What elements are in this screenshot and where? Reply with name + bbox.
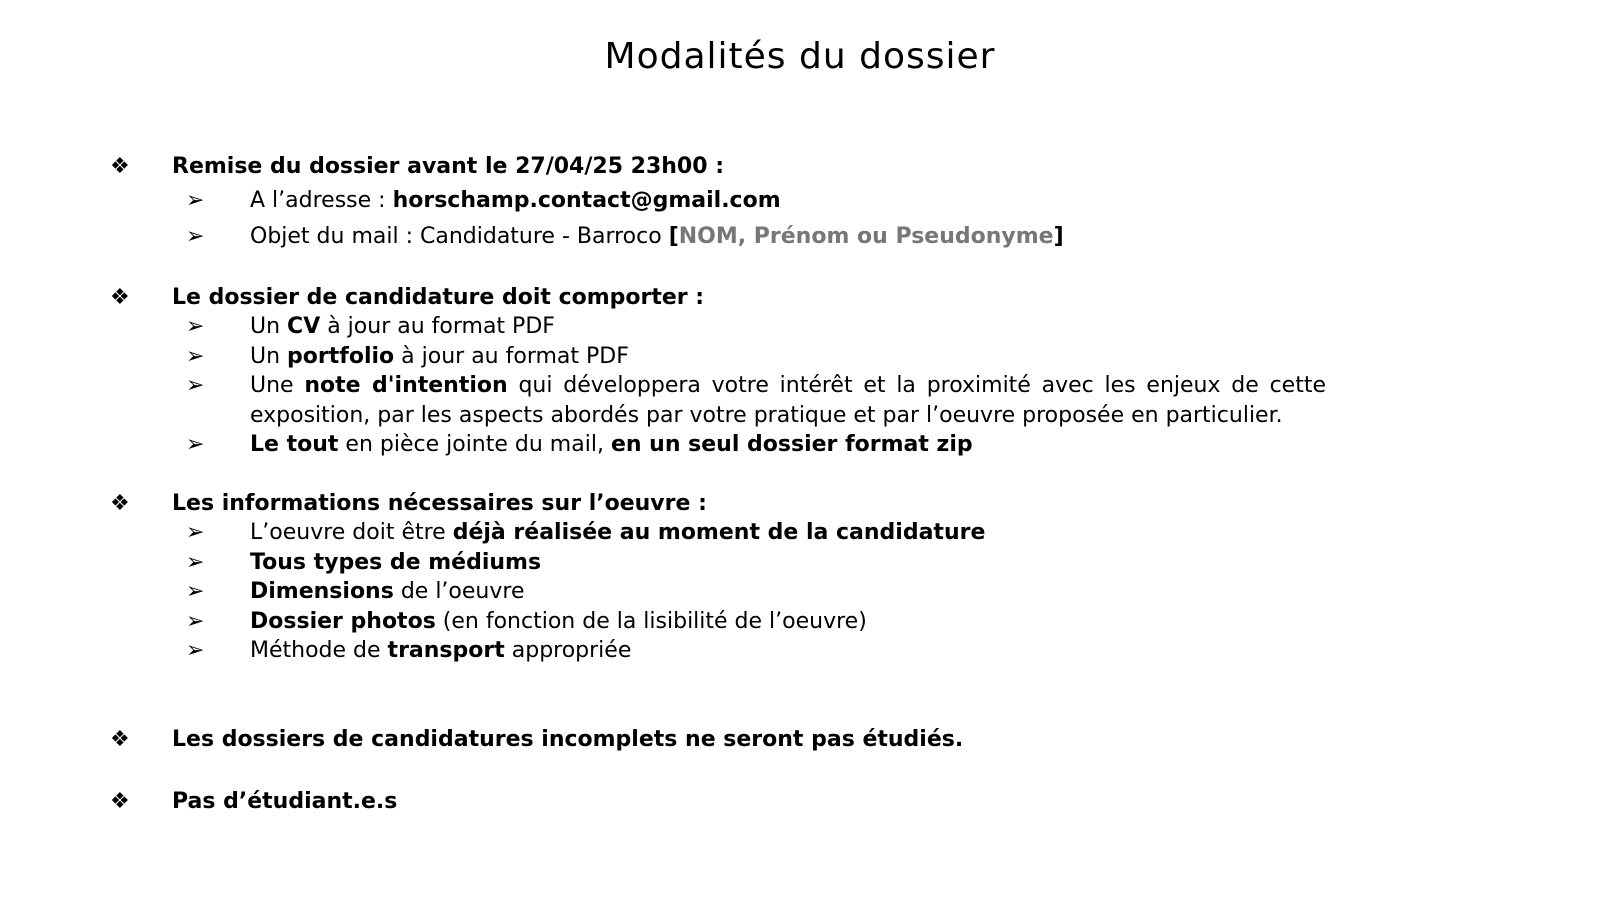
- address-label: A l’adresse :: [250, 188, 393, 213]
- dossier-sublist: [186, 312, 1326, 460]
- dimensions-bold: Dimensions: [250, 579, 394, 604]
- portfolio-pre: Un: [250, 343, 288, 369]
- note-pre: Une: [250, 373, 305, 398]
- remise-sublist: [186, 186, 1326, 251]
- address-line: [250, 186, 1326, 216]
- etudiants-heading: Pas d’étudiant.e.s: [172, 789, 398, 814]
- incomplets-heading: Les dossiers de candidatures incomplets ne seront pas étudiés.: [172, 727, 964, 752]
- diamond-bullet-icon: ❖: [110, 789, 130, 814]
- diamond-bullet-icon: ❖: [110, 491, 130, 516]
- list-item-subject: [186, 222, 1326, 252]
- transport-bold: transport: [387, 638, 505, 663]
- mediums-bold: Tous types de médiums: [250, 549, 542, 575]
- cv-bold: CV: [287, 314, 321, 339]
- dimensions-post: de l’oeuvre: [393, 579, 525, 604]
- remise-heading: Remise du dossier avant le 27/04/25 23h00 :: [172, 154, 725, 179]
- portfolio-bold: portfolio: [287, 343, 395, 369]
- arrow-bullet-icon: ➢: [186, 314, 205, 339]
- arrow-bullet-icon: ➢: [186, 432, 205, 457]
- subject-bracket-open: [: [668, 223, 679, 249]
- diamond-bullet-icon: ❖: [110, 285, 130, 310]
- cv-pre: Un: [250, 314, 288, 339]
- realisee-pre: L’oeuvre doit être: [250, 520, 453, 545]
- arrow-bullet-icon: ➢: [186, 373, 205, 398]
- note-post: qui développera votre intérêt et la proximité avec les enjeux de cette exposition, par les aspects abordés par votre pratique et par l’oeuvre proposée en particulier.: [250, 373, 1327, 428]
- dossier-heading: Le dossier de candidature doit comporter :: [172, 285, 705, 310]
- portfolio-post: à jour au format PDF: [394, 343, 629, 369]
- oeuvre-sublist: [186, 518, 1326, 666]
- address-email: horschamp.contact@gmail.com: [392, 188, 781, 213]
- photos-post: (en fonction de la lisibilité de l’oeuvre): [435, 608, 867, 634]
- subject-line: [250, 222, 1326, 252]
- arrow-bullet-icon: ➢: [186, 343, 205, 369]
- realisee-bold: déjà réalisée au moment de la candidature: [452, 520, 986, 545]
- arrow-bullet-icon: ➢: [186, 579, 205, 604]
- arrow-bullet-icon: ➢: [186, 638, 205, 663]
- tout-bold2: en un seul dossier format zip: [610, 432, 973, 457]
- tout-bold: Le tout: [250, 432, 339, 457]
- list-item-portfolio: [186, 342, 1326, 372]
- oeuvre-heading: Les informations nécessaires sur l’oeuvre :: [172, 491, 707, 516]
- subject-bracket-close: ]: [1053, 223, 1064, 249]
- subject-placeholder: NOM, Prénom ou Pseudonyme: [678, 223, 1054, 249]
- subject-label: Objet du mail : Candidature - Barroco: [250, 223, 669, 249]
- arrow-bullet-icon: ➢: [186, 188, 205, 213]
- list-item-realisee: [186, 518, 1326, 548]
- slide-title: Modalités du dossier: [604, 36, 996, 77]
- arrow-bullet-icon: ➢: [186, 223, 205, 249]
- list-item-transport: [186, 636, 1326, 666]
- list-item-note: [186, 371, 1326, 430]
- diamond-bullet-icon: ❖: [110, 727, 130, 752]
- transport-pre: Méthode de: [250, 638, 388, 663]
- arrow-bullet-icon: ➢: [186, 549, 205, 575]
- cv-post: à jour au format PDF: [320, 314, 555, 339]
- arrow-bullet-icon: ➢: [186, 520, 205, 545]
- list-item-cv: [186, 312, 1326, 342]
- list-item-address: [186, 186, 1326, 216]
- list-item-photos: [186, 607, 1326, 637]
- tout-mid: en pièce jointe du mail,: [338, 432, 611, 457]
- transport-post: appropriée: [504, 638, 632, 663]
- photos-bold: Dossier photos: [250, 608, 436, 634]
- list-item-dimensions: [186, 577, 1326, 607]
- note-bold: note d'intention: [304, 373, 508, 398]
- diamond-bullet-icon: ❖: [110, 154, 130, 179]
- list-item-mediums: [186, 548, 1326, 578]
- arrow-bullet-icon: ➢: [186, 608, 205, 634]
- list-item-tout: [186, 430, 1326, 460]
